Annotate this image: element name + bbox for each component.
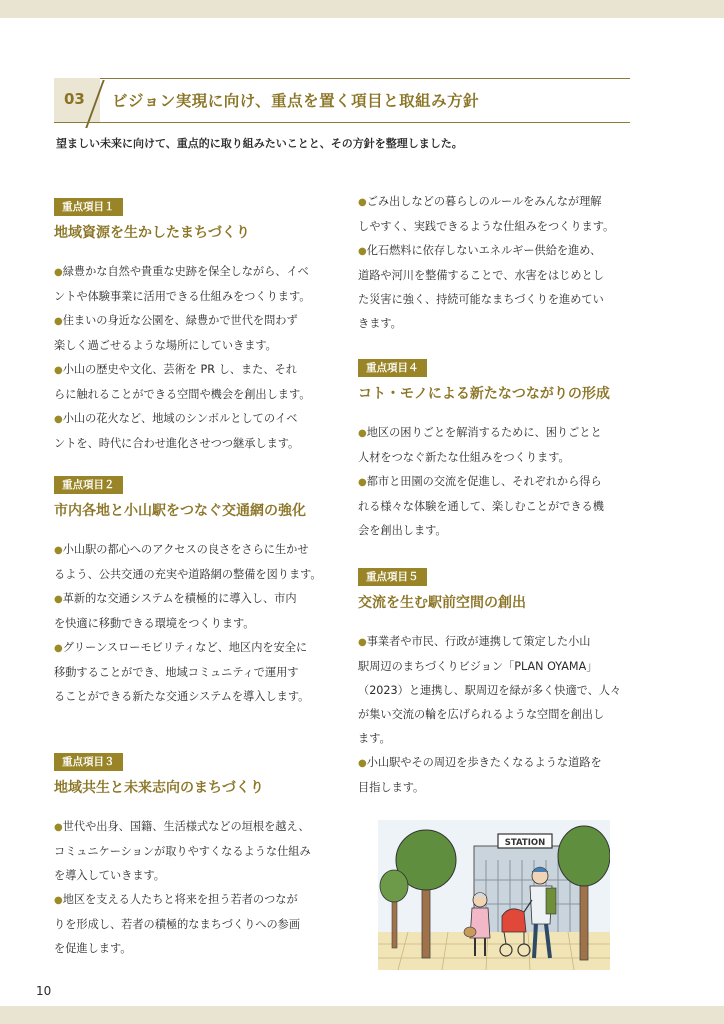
bullet-item: ●化石燃料に依存しないエネルギー供給を進め、 道路や河川を整備することで、水害をはじめとし た災害に強く、持続可能なまちづくりを進めてい きます。 [358, 244, 604, 330]
bullet-dot: ● [358, 246, 367, 257]
bullet-item: ●小山駅の都心へのアクセスの良さをさらに生かせ るよう、公共交通の充実や道路網の整備を図ります。 [54, 543, 322, 581]
bullet-item: ●都市と田園の交流を促進し、それぞれから得ら れる様々な体験を通して、楽しむことができる機 会を創出します。 [358, 475, 604, 537]
bullet-dot: ● [54, 895, 63, 906]
bullet-list [358, 190, 648, 336]
bullet-item: ●地区の困りごとを解消するために、困りごとと 人材をつなぐ新たな仕組みをつくります。 [358, 426, 602, 464]
bullet-item: ●世代や出身、国籍、生活様式などの垣根を越え、 コミュニケーションが取りやすくなるような仕組み を導入していきます。 [54, 820, 311, 882]
section-title: ビジョン実現に向け、重点を置く項目と取組み方針 [112, 92, 480, 110]
item-tag: 重点項目４ [358, 359, 427, 377]
bullet-dot: ● [358, 477, 367, 488]
bullet-dot: ● [54, 414, 63, 425]
station-illustration [378, 820, 610, 970]
header-rule-top [54, 78, 630, 79]
bullet-item: ●住まいの身近な公園を、緑豊かで世代を問わず 楽しく過ごせるような場所にしていきます。 [54, 314, 298, 352]
sidewalk [378, 932, 610, 970]
focus-item-1 [54, 195, 344, 456]
bullet-item: ●グリーンスローモビリティなど、地区内を安全に 移動することができ、地域コミュニティで運用す ることができる新たな交通システムを導入します。 [54, 641, 310, 703]
section-header [54, 78, 630, 124]
focus-item-5 [358, 565, 648, 800]
item-title: 地域共生と未来志向のまちづくり [54, 780, 264, 796]
item-title: 地域資源を生かしたまちづくり [54, 225, 250, 241]
bullet-item: ●小山の花火など、地域のシンボルとしてのイベ ントを、時代に合わせ進化させつつ継承します。 [54, 412, 300, 450]
bullet-list [358, 630, 648, 800]
bullet-dot: ● [358, 758, 367, 769]
bullet-list [54, 815, 344, 961]
item-title: 交流を生む駅前空間の創出 [358, 595, 526, 611]
station-sign-text: STATION [504, 838, 546, 848]
bullet-dot: ● [54, 643, 63, 654]
bullet-item: ●小山の歴史や文化、芸術を PR し、また、それ らに触れることができる空間や機会を創出します。 [54, 363, 311, 401]
item-tag: 重点項目５ [358, 568, 427, 586]
bullet-dot: ● [54, 545, 63, 556]
lead-text: 望ましい未来に向けて、重点的に取り組みたいことと、その方針を整理しました。 [56, 137, 463, 150]
bullet-dot: ● [54, 316, 63, 327]
bullet-list [54, 260, 344, 456]
bottom-band [0, 1006, 724, 1024]
bullet-dot: ● [358, 637, 367, 648]
item-tag: 重点項目３ [54, 753, 123, 771]
page-number: 10 [36, 984, 52, 998]
bullet-dot: ● [54, 594, 63, 605]
bullet-dot: ● [54, 822, 63, 833]
item-tag: 重点項目２ [54, 476, 123, 494]
bullet-dot: ● [358, 197, 367, 208]
bullet-item: ●緑豊かな自然や貴重な史跡を保全しながら、イベ ントや体験事業に活用できる仕組みをつくります。 [54, 265, 311, 303]
item-title: コト・モノによる新たなつながりの形成 [358, 386, 610, 402]
section-number-box [54, 78, 100, 122]
top-band [0, 0, 724, 18]
focus-item-3-continued [358, 190, 648, 336]
focus-item-3 [54, 750, 344, 961]
bullet-item: ●ごみ出しなどの暮らしのルールをみんなが理解 しやすく、実践できるような仕組みをつくります。 [358, 195, 615, 233]
bullet-item: ●小山駅やその周辺を歩きたくなるような道路を 目指します。 [358, 756, 602, 794]
bullet-list [358, 421, 648, 543]
item-tag: 重点項目１ [54, 198, 123, 216]
bullet-dot: ● [54, 365, 63, 376]
focus-item-4 [358, 356, 648, 543]
bullet-list [54, 538, 344, 709]
bullet-dot: ● [54, 267, 63, 278]
header-rule-bottom [54, 122, 630, 123]
section-number: 03 [64, 90, 85, 108]
bullet-item: ●地区を支える人たちと将来を担う若者のつなが りを形成し、若者の積極的なまちづくりへの参画 を促進します。 [54, 893, 301, 955]
item-title: 市内各地と小山駅をつなぐ交通網の強化 [54, 503, 306, 519]
focus-item-2 [54, 473, 344, 709]
bullet-dot: ● [358, 428, 367, 439]
bullet-item: ●事業者や市民、行政が連携して策定した小山 駅周辺のまちづくりビジョン「PLAN OYAMA」 （2023）と連携し、駅周辺を緑が多く快適で、人々 が集い交流の輪を広げられるような空間を創出し ます。 [358, 635, 622, 745]
bullet-item: ●革新的な交通システムを積極的に導入し、市内 を快適に移動できる環境をつくります。 [54, 592, 297, 630]
